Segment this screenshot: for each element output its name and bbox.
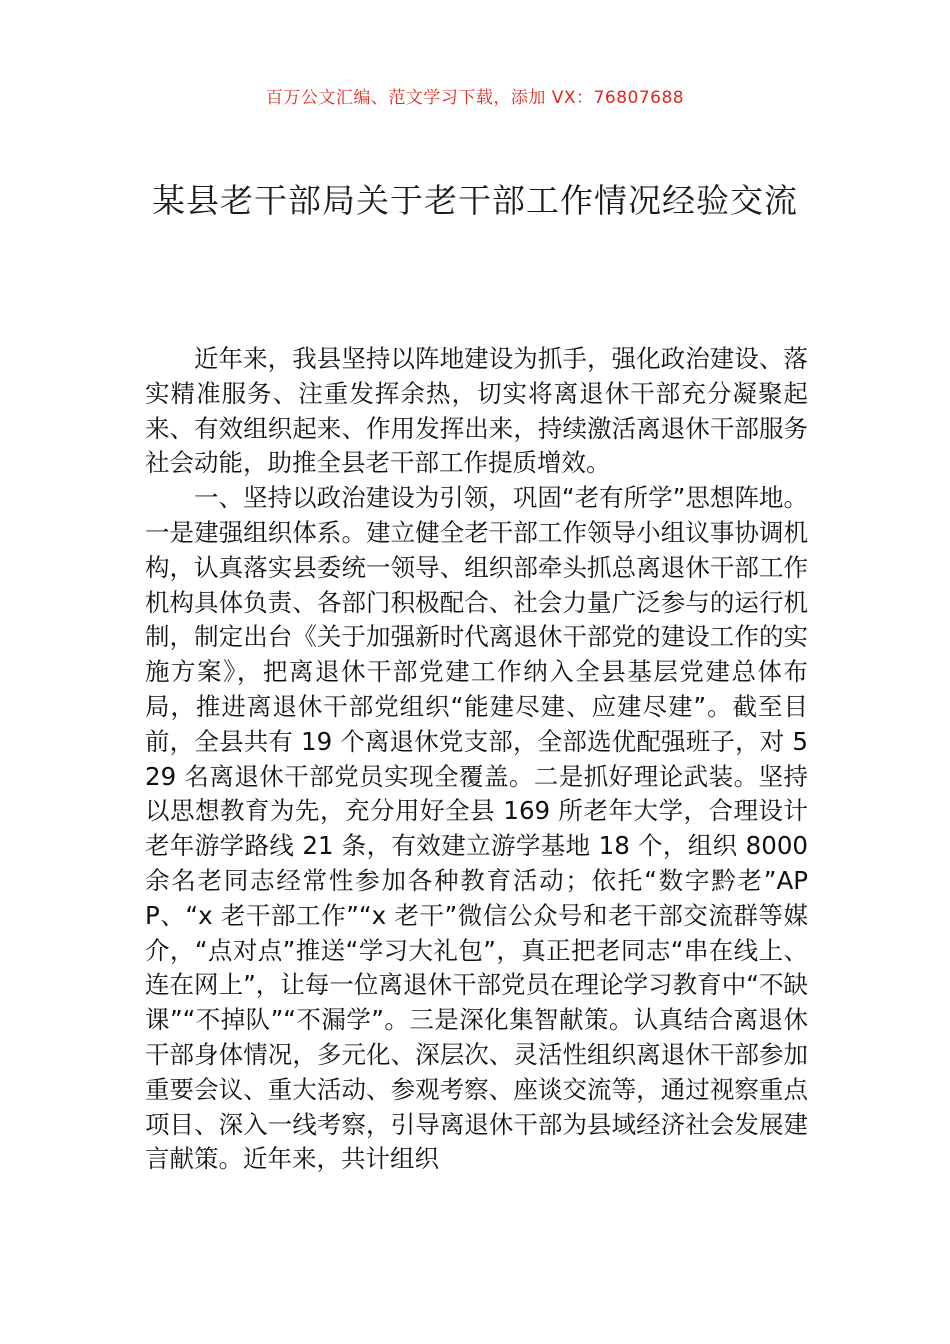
- paragraph-intro: 近年来，我县坚持以阵地建设为抓手，强化政治建设、落实精准服务、注重发挥余热，切实将离退休干部充分凝聚起来、有效组织起来、作用发挥出来，持续激活离退休干部服务社会动能，助推全县老干部工作提质增效。: [145, 344, 808, 478]
- document-title: 某县老干部局关于老干部工作情况经验交流: [152, 181, 798, 220]
- header-note: 百万公文汇编、范文学习下载，添加 VX：76807688: [265, 88, 685, 108]
- document-body: [145, 342, 808, 1177]
- paragraph-section-one: 一、坚持以政治建设为引领，巩固“老有所学”思想阵地。一是建强组织体系。建立健全老干部工作领导小组议事协调机构，认真落实县委统一领导、组织部牵头抓总离退休干部工作机构具体负责、各部门积极配合、社会力量广泛参与的运行机制，制定出台《关于加强新时代离退休干部党的建设工作的实施方案》，把离退休干部党建工作纳入全县基层党建总体布局，推进离退休干部党组织“能建尽建、应建尽建”。截至目前，全县共有 19 个离退休党支部，全部选优配强班子，对 529 名离退休干部党员实现全覆盖。二是抓好理论武装。坚持以思想教育为先，充分用好全县 169 所老年大学，合理设计老年游学路线 21 条，有效建立游学基地 18 个，组织 8000 余名老同志经常性参加各种教育活动；依托“数字黔老”APP、“x 老干部工作”“x 老干”微信公众号和老干部交流群等媒介，“点对点”推送“学习大礼包”，真正把老同志“串在线上、连在网上”，让每一位离退休干部党员在理论学习教育中“不缺课”“不掉队”“不漏学”。三是深化集智献策。认真结合离退休干部身体情况，多元化、深层次、灵活性组织离退休干部参加重要会议、重大活动、参观考察、座谈交流等，通过视察重点项目、深入一线考察，引导离退休干部为县域经济社会发展建言献策。近年来，共计组织: [145, 483, 808, 1174]
